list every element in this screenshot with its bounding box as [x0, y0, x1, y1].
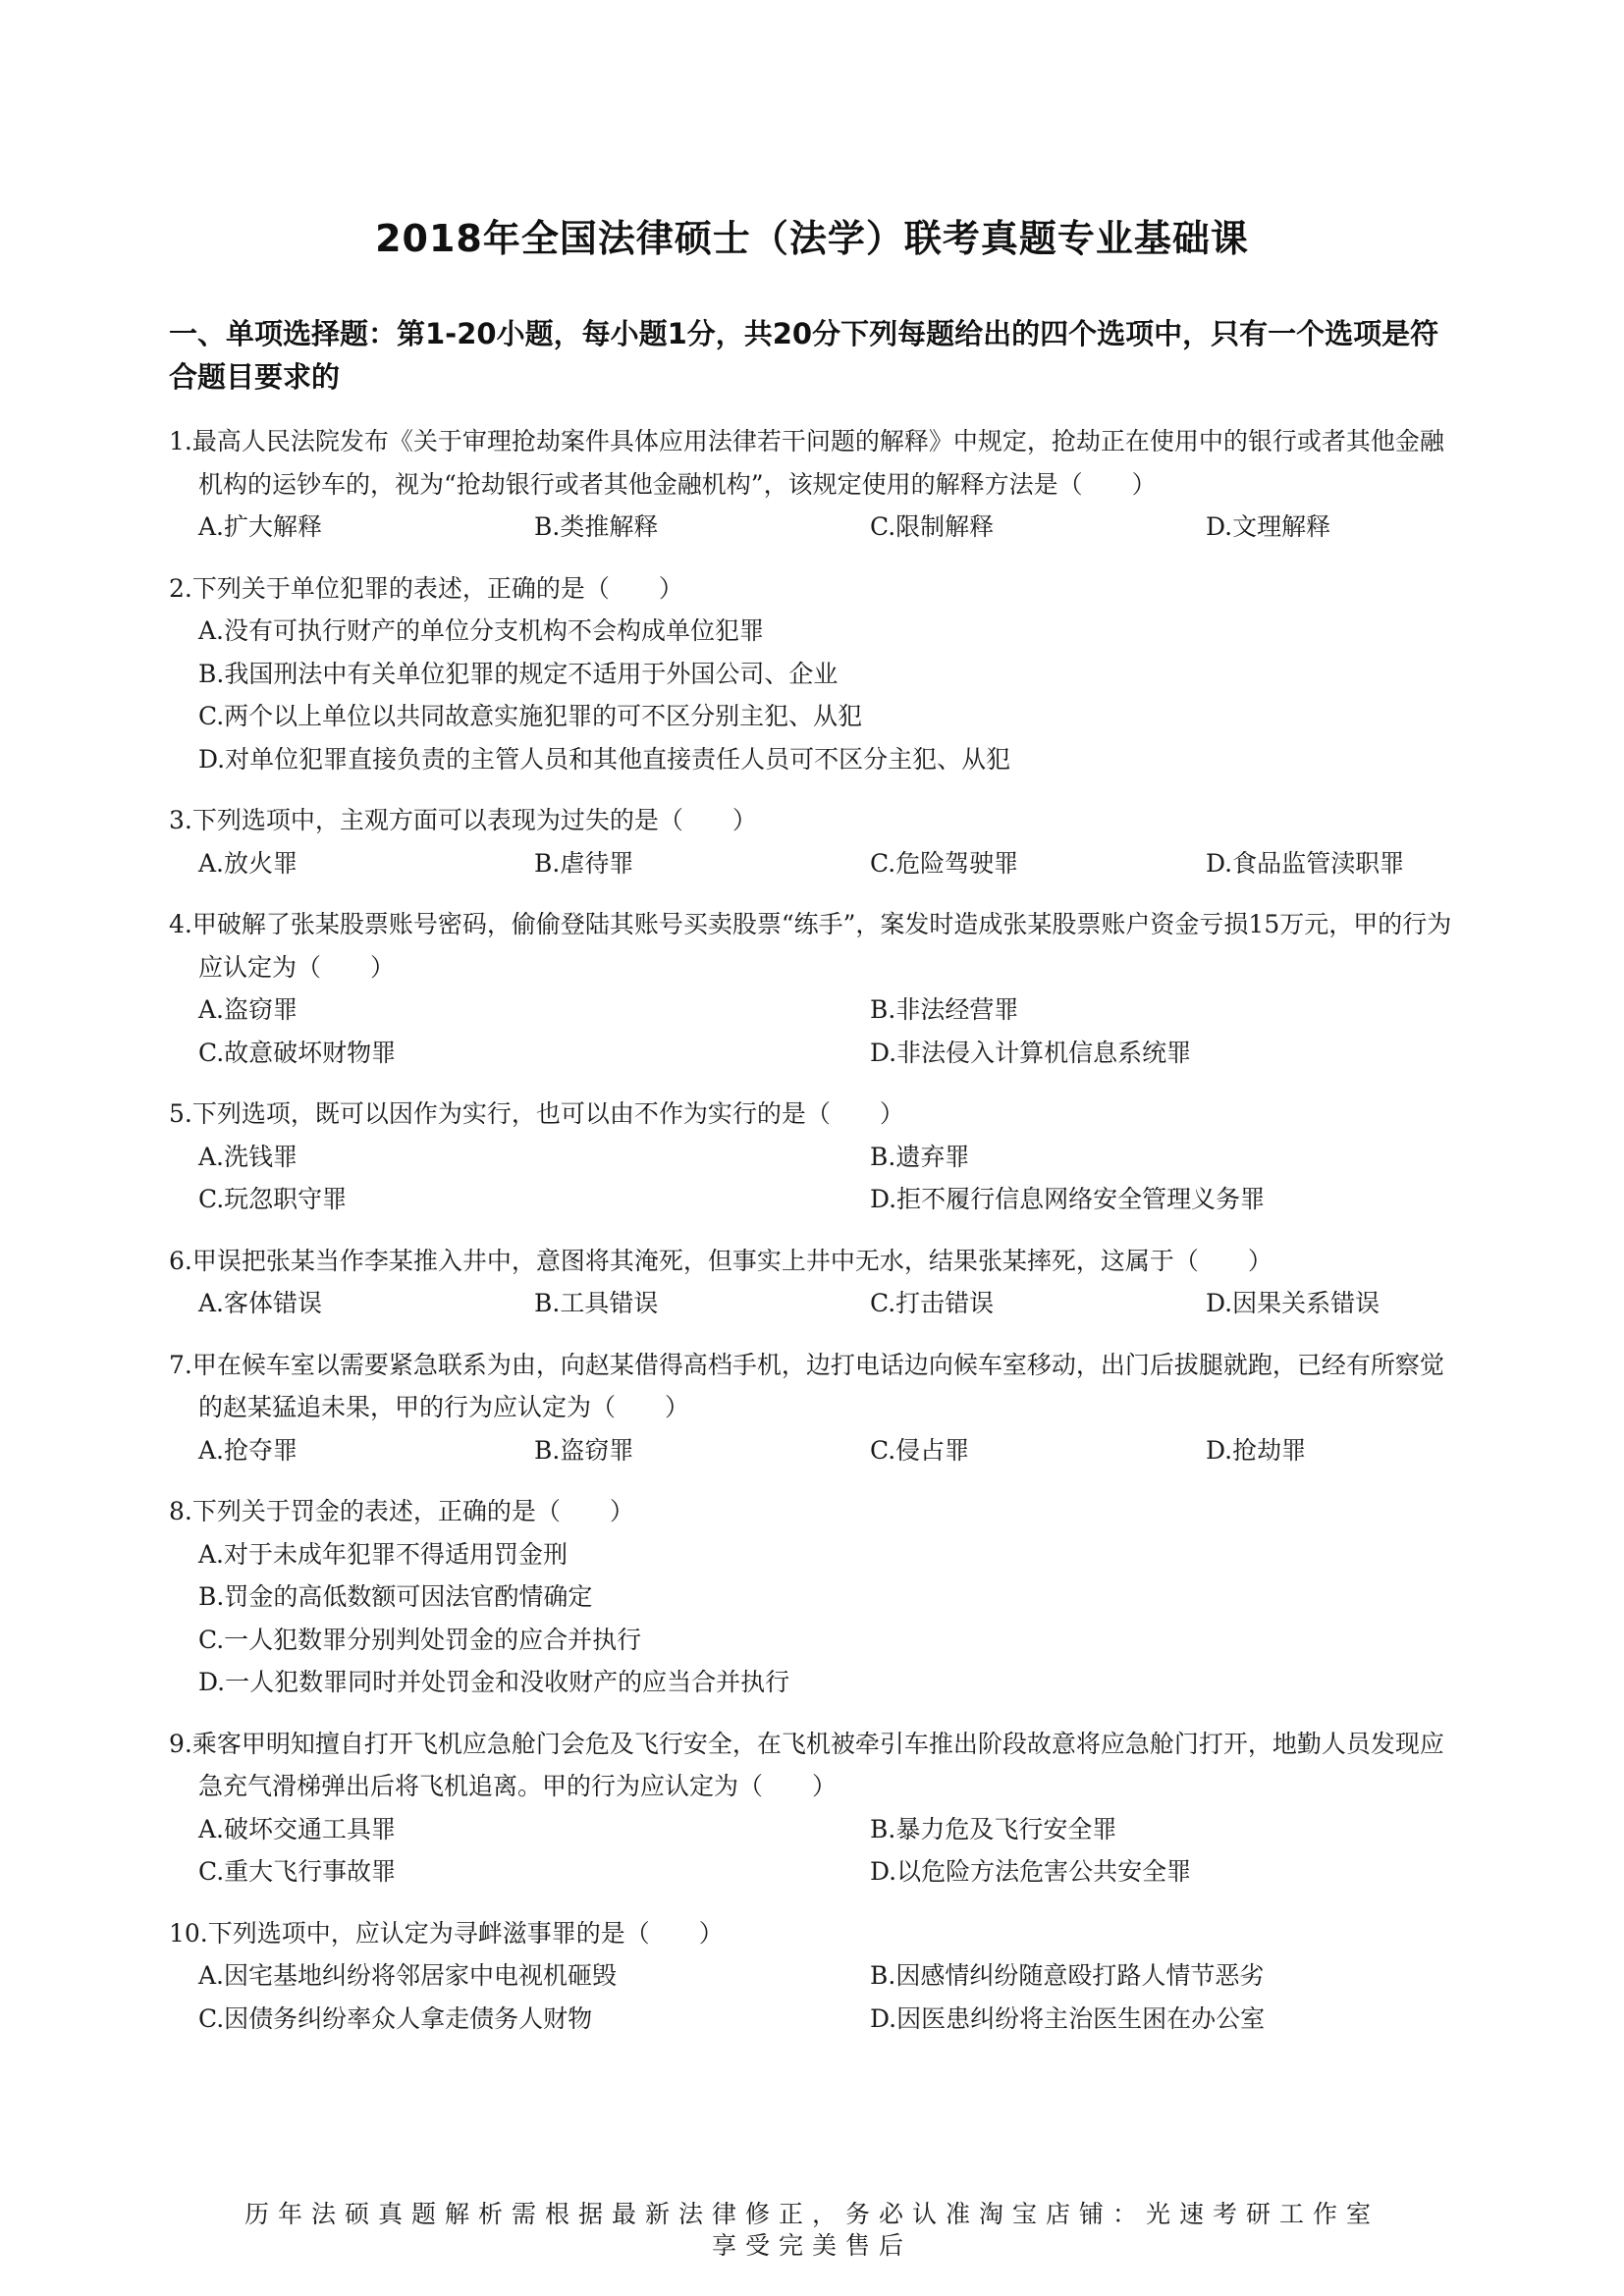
- option-d: D.一人犯数罪同时并处罚金和没收财产的应当合并执行: [198, 1668, 790, 1696]
- option-d: D.拒不履行信息网络安全管理义务罪: [870, 1185, 1266, 1213]
- question-1: [169, 420, 1465, 549]
- option-a: A.放火罪: [198, 848, 298, 878]
- option-group: [169, 1282, 1465, 1325]
- option-c: C.打击错误: [870, 1289, 995, 1317]
- question-stem: 5.下列选项，既可以因作为实行，也可以由不作为实行的是（ ）: [169, 1099, 904, 1128]
- option-b: B.盗窃罪: [534, 1435, 634, 1465]
- option-d: D.食品监管渎职罪: [1206, 848, 1405, 878]
- question-9: [169, 1723, 1465, 1894]
- question-stem: 6.甲误把张某当作李某推入井中，意图将其淹死，但事实上井中无水，结果张某摔死，这属于（ ）: [169, 1246, 1272, 1275]
- option-group: [169, 1136, 1465, 1221]
- option-a: A.破坏交通工具罪: [198, 1814, 397, 1843]
- option-c: C.两个以上单位以共同故意实施犯罪的可不区分别主犯、从犯: [198, 702, 863, 730]
- option-b: B.暴力危及飞行安全罪: [870, 1814, 1117, 1843]
- option-a: A.没有可执行财产的单位分支机构不会构成单位犯罪: [198, 616, 765, 645]
- question-8: [169, 1490, 1465, 1704]
- question-stem: 10.下列选项中，应认定为寻衅滋事罪的是（ ）: [169, 1918, 724, 1948]
- footer-line-1: 历年法硕真题解析需根据最新法律修正，务必认准淘宝店铺：光速考研工作室: [244, 2200, 1380, 2228]
- question-4: [169, 903, 1465, 1074]
- option-a: A.客体错误: [198, 1289, 323, 1317]
- option-c: C.重大飞行事故罪: [198, 1857, 397, 1886]
- question-stem: 8.下列关于罚金的表述，正确的是（ ）: [169, 1497, 634, 1525]
- question-stem: 4.甲破解了张某股票账号密码，偷偷登陆其账号买卖股票“练手”，案发时造成张某股票账户资金亏损15万元，甲的行为应认定为（ ）: [169, 910, 1452, 982]
- question-6: [169, 1240, 1465, 1325]
- question-stem: 7.甲在候车室以需要紧急联系为由，向赵某借得高档手机，边打电话边向候车室移动，出门后拔腿就跑，已经有所察觉的赵某猛追未果，甲的行为应认定为（ ）: [169, 1350, 1444, 1421]
- option-c: C.玩忽职守罪: [198, 1185, 348, 1213]
- option-d: D.因医患纠纷将主治医生困在办公室: [870, 2003, 1266, 2033]
- question-stem: 9.乘客甲明知擅自打开飞机应急舱门会危及飞行安全，在飞机被牵引车推出阶段故意将应急舱门打开，地勤人员发现应急充气滑梯弹出后将飞机追离。甲的行为应认定为（ ）: [169, 1729, 1444, 1800]
- option-b: B.罚金的高低数额可因法官酌情确定: [198, 1582, 593, 1611]
- option-b: B.非法经营罪: [870, 995, 1019, 1024]
- option-d: D.因果关系错误: [1206, 1289, 1380, 1317]
- option-b: B.虐待罪: [534, 848, 634, 878]
- option-group: [169, 842, 1465, 885]
- footer-line-2: 享受完美售后: [711, 2231, 912, 2260]
- option-group: [169, 988, 1465, 1074]
- option-d: D.抢劫罪: [1206, 1435, 1307, 1465]
- option-b: B.遗弃罪: [870, 1142, 970, 1171]
- option-a: A.对于未成年犯罪不得适用罚金刑: [198, 1539, 568, 1569]
- option-b: B.类推解释: [534, 512, 659, 541]
- question-10: [169, 1912, 1465, 2041]
- question-stem: 3.下列选项中，主观方面可以表现为过失的是（ ）: [169, 806, 757, 834]
- option-d: D.文理解释: [1206, 512, 1331, 541]
- option-group: [169, 1808, 1465, 1894]
- question-list: [169, 420, 1465, 2058]
- option-b: B.我国刑法中有关单位犯罪的规定不适用于外国公司、企业: [198, 659, 839, 688]
- option-a: A.扩大解释: [198, 512, 323, 541]
- option-a: A.盗窃罪: [198, 995, 298, 1024]
- option-d: D.非法侵入计算机信息系统罪: [870, 1038, 1192, 1067]
- question-stem: 1.最高人民法院发布《关于审理抢劫案件具体应用法律若干问题的解释》中规定，抢劫正在使用中的银行或者其他金融机构的运钞车的，视为“抢劫银行或者其他金融机构”，该规定使用的解释方法是（ ）: [169, 427, 1444, 499]
- option-b: B.因感情纠纷随意殴打路人情节恶劣: [870, 1961, 1265, 1990]
- option-a: A.洗钱罪: [198, 1142, 298, 1171]
- option-c: C.一人犯数罪分别判处罚金的应合并执行: [198, 1625, 642, 1654]
- option-group: [169, 506, 1465, 549]
- option-a: A.因宅基地纠纷将邻居家中电视机砸毁: [198, 1961, 618, 1990]
- option-group: [169, 1954, 1465, 2040]
- option-c: C.侵占罪: [870, 1435, 970, 1465]
- option-group: [169, 1533, 1465, 1704]
- option-c: C.因债务纠纷率众人拿走债务人财物: [198, 2003, 593, 2033]
- option-d: D.对单位犯罪直接负责的主管人员和其他直接责任人员可不区分主犯、从犯: [198, 744, 1011, 774]
- option-c: C.故意破坏财物罪: [198, 1038, 397, 1067]
- question-7: [169, 1344, 1465, 1472]
- question-3: [169, 799, 1465, 884]
- option-group: [169, 1429, 1465, 1472]
- option-c: C.限制解释: [870, 512, 995, 541]
- footer-notice: [0, 2199, 1624, 2262]
- option-d: D.以危险方法危害公共安全罪: [870, 1857, 1192, 1886]
- section-heading: 一、单项选择题：第1-20小题，每小题1分，共20分下列每题给出的四个选项中，只有一个选项是符合题目要求的: [169, 317, 1439, 394]
- question-2: [169, 567, 1465, 781]
- option-c: C.危险驾驶罪: [870, 848, 1019, 878]
- question-5: [169, 1093, 1465, 1221]
- page-title: 2018年全国法律硕士（法学）联考真题专业基础课: [375, 217, 1249, 260]
- question-stem: 2.下列关于单位犯罪的表述，正确的是（ ）: [169, 573, 683, 603]
- option-group: [169, 610, 1465, 780]
- option-b: B.工具错误: [534, 1289, 659, 1317]
- option-a: A.抢夺罪: [198, 1435, 298, 1465]
